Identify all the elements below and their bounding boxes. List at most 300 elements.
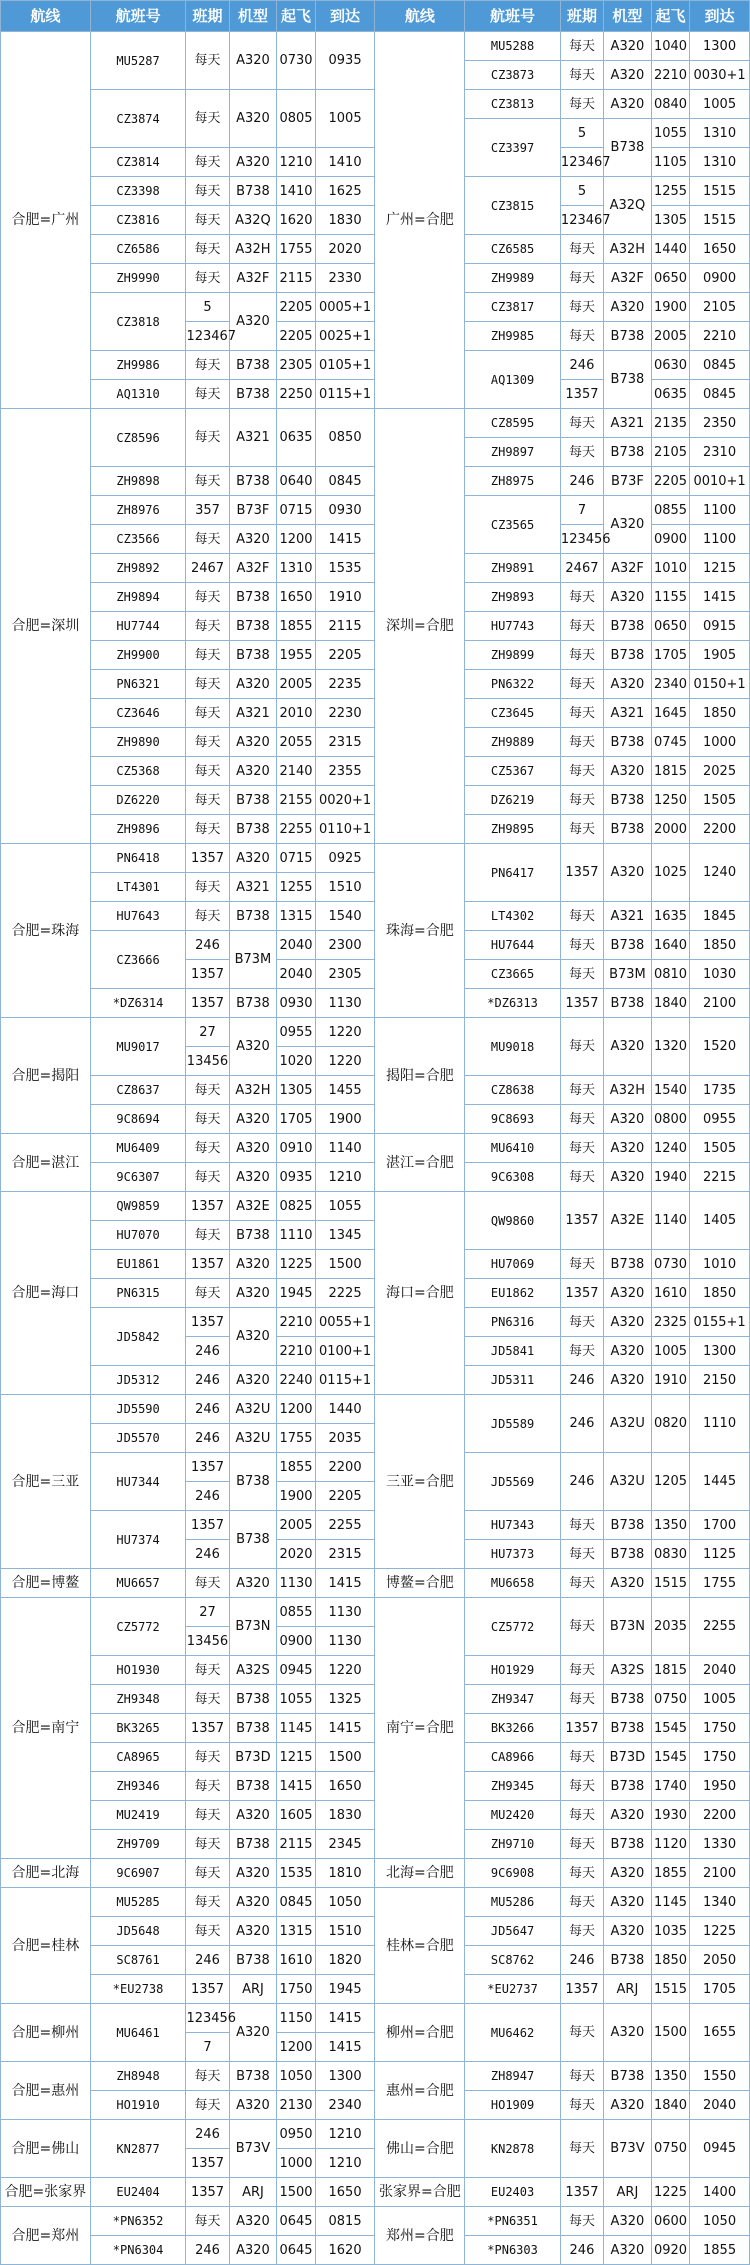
aircraft-type-left: A32U	[229, 1395, 277, 1424]
arrival-time-left: 2205	[315, 641, 375, 670]
departure-time-right: 1440	[651, 235, 689, 264]
departure-time-right: 1120	[651, 1830, 689, 1859]
days-left: 每天	[186, 351, 229, 380]
header-arr-right: 到达	[690, 1, 750, 32]
days-right: 每天	[560, 1569, 603, 1598]
table-row	[1, 1859, 750, 1888]
arrival-time-left: 2020	[315, 235, 375, 264]
flight-number-left: ZH9896	[90, 815, 186, 844]
flight-number-right: ZH8975	[465, 467, 561, 496]
arrival-time-right: 1655	[690, 2004, 750, 2062]
departure-time-left: 2020	[277, 1540, 315, 1569]
aircraft-type-left: A320	[229, 844, 277, 873]
arrival-time-right: 1030	[690, 960, 750, 989]
arrival-time-left: 1830	[315, 1801, 375, 1830]
aircraft-type-left: B73F	[229, 496, 277, 525]
arrival-time-right: 1005	[690, 1685, 750, 1714]
route-right: 惠州=合肥	[375, 2062, 465, 2120]
days-right: 每天	[560, 583, 603, 612]
days-right: 每天	[560, 32, 603, 61]
days-left: 123456	[186, 2004, 229, 2033]
arrival-time-left: 1055	[315, 1192, 375, 1221]
table-header	[1, 1, 750, 32]
departure-time-right: 1815	[651, 757, 689, 786]
arrival-time-right: 1100	[690, 525, 750, 554]
flight-number-right: ZH9899	[465, 641, 561, 670]
aircraft-type-left: ARJ	[229, 1975, 277, 2004]
departure-time-right: 1850	[651, 1946, 689, 1975]
flight-number-right: QW9860	[465, 1192, 561, 1250]
days-left: 每天	[186, 873, 229, 902]
arrival-time-right: 1905	[690, 641, 750, 670]
aircraft-type-left: B73V	[229, 2120, 277, 2178]
days-left: 27	[186, 1018, 229, 1047]
table-row	[1, 2120, 750, 2149]
days-right: 1357	[560, 1714, 603, 1743]
days-left: 123467	[186, 322, 229, 351]
header-type-right: 机型	[603, 1, 651, 32]
days-left: 每天	[186, 612, 229, 641]
days-left: 每天	[186, 1163, 229, 1192]
aircraft-type-left: A32E	[229, 1192, 277, 1221]
days-left: 每天	[186, 1801, 229, 1830]
departure-time-left: 1055	[277, 1685, 315, 1714]
days-left: 每天	[186, 1830, 229, 1859]
days-left: 每天	[186, 1656, 229, 1685]
flight-number-left: ZH9986	[90, 351, 186, 380]
departure-time-left: 1200	[277, 525, 315, 554]
arrival-time-right: 1750	[690, 1743, 750, 1772]
departure-time-left: 1750	[277, 1975, 315, 2004]
days-left: 每天	[186, 2062, 229, 2091]
departure-time-right: 0920	[651, 2236, 689, 2265]
days-left: 每天	[186, 148, 229, 177]
flight-number-right: PN6417	[465, 844, 561, 902]
flight-number-left: ZH9709	[90, 1830, 186, 1859]
departure-time-left: 0805	[277, 90, 315, 148]
flight-number-right: 9C6908	[465, 1859, 561, 1888]
days-right: 每天	[560, 2004, 603, 2062]
days-right: 每天	[560, 1076, 603, 1105]
flight-number-right: MU9018	[465, 1018, 561, 1076]
flight-number-left: CZ8596	[90, 409, 186, 467]
days-left: 246	[186, 2236, 229, 2265]
arrival-time-right: 1855	[690, 2236, 750, 2265]
aircraft-type-right: B73N	[603, 1598, 651, 1656]
flight-number-left: JD5648	[90, 1917, 186, 1946]
table-row	[1, 1192, 750, 1221]
days-right: 每天	[560, 931, 603, 960]
departure-time-right: 0750	[651, 2120, 689, 2178]
aircraft-type-right: A320	[603, 1888, 651, 1917]
departure-time-left: 2305	[277, 351, 315, 380]
days-right: 每天	[560, 1772, 603, 1801]
departure-time-left: 2005	[277, 1511, 315, 1540]
arrival-time-left: 1455	[315, 1076, 375, 1105]
aircraft-type-right: A32E	[603, 1192, 651, 1250]
arrival-time-right: 1125	[690, 1540, 750, 1569]
days-left: 1357	[186, 2149, 229, 2178]
arrival-time-left: 1130	[315, 989, 375, 1018]
arrival-time-left: 1410	[315, 148, 375, 177]
departure-time-left: 1020	[277, 1047, 315, 1076]
aircraft-type-right: A32U	[603, 1395, 651, 1453]
aircraft-type-right: B738	[603, 815, 651, 844]
flight-number-left: CZ3666	[90, 931, 186, 989]
departure-time-left: 1650	[277, 583, 315, 612]
flight-number-right: 9C6308	[465, 1163, 561, 1192]
aircraft-type-left: A32H	[229, 235, 277, 264]
aircraft-type-left: B738	[229, 1830, 277, 1859]
departure-time-left: 0715	[277, 496, 315, 525]
flight-number-left: CZ5368	[90, 757, 186, 786]
days-left: 246	[186, 1946, 229, 1975]
aircraft-type-right: B738	[603, 351, 651, 409]
flight-number-left: *DZ6314	[90, 989, 186, 1018]
arrival-time-left: 1415	[315, 1714, 375, 1743]
arrival-time-left: 1300	[315, 2062, 375, 2091]
flight-number-left: HU7344	[90, 1453, 186, 1511]
arrival-time-left: 1500	[315, 1250, 375, 1279]
header-route-left: 航线	[1, 1, 91, 32]
aircraft-type-left: A32Q	[229, 206, 277, 235]
flight-number-right: ZH9345	[465, 1772, 561, 1801]
flight-number-left: ZH9890	[90, 728, 186, 757]
arrival-time-right: 2100	[690, 989, 750, 1018]
days-right: 每天	[560, 1743, 603, 1772]
table-row	[1, 409, 750, 438]
days-right: 每天	[560, 902, 603, 931]
route-right: 柳州=合肥	[375, 2004, 465, 2062]
departure-time-right: 0750	[651, 1685, 689, 1714]
flight-number-left: MU6409	[90, 1134, 186, 1163]
flight-number-left: CZ6586	[90, 235, 186, 264]
aircraft-type-right: A320	[603, 1917, 651, 1946]
arrival-time-right: 2040	[690, 1656, 750, 1685]
arrival-time-right: 0955	[690, 1105, 750, 1134]
aircraft-type-left: B738	[229, 177, 277, 206]
departure-time-right: 2325	[651, 1308, 689, 1337]
arrival-time-right: 1700	[690, 1511, 750, 1540]
aircraft-type-left: A320	[229, 670, 277, 699]
arrival-time-right: 1300	[690, 1337, 750, 1366]
days-right: 每天	[560, 1801, 603, 1830]
aircraft-type-left: B73D	[229, 1743, 277, 1772]
flight-number-left: CA8965	[90, 1743, 186, 1772]
aircraft-type-left: B738	[229, 1714, 277, 1743]
aircraft-type-right: B738	[603, 1511, 651, 1540]
aircraft-type-right: B738	[603, 1830, 651, 1859]
departure-time-right: 2340	[651, 670, 689, 699]
aircraft-type-right: B738	[603, 989, 651, 1018]
route-left: 合肥=珠海	[1, 844, 91, 1018]
arrival-time-left: 1650	[315, 1772, 375, 1801]
departure-time-right: 1940	[651, 1163, 689, 1192]
days-right: 每天	[560, 2120, 603, 2178]
flight-number-right: BK3266	[465, 1714, 561, 1743]
departure-time-right: 1035	[651, 1917, 689, 1946]
flight-number-right: DZ6219	[465, 786, 561, 815]
aircraft-type-left: B738	[229, 902, 277, 931]
arrival-time-left: 1210	[315, 2120, 375, 2149]
table-row	[1, 1569, 750, 1598]
days-left: 1357	[186, 960, 229, 989]
aircraft-type-left: A32F	[229, 264, 277, 293]
flight-number-left: MU6461	[90, 2004, 186, 2062]
aircraft-type-left: B738	[229, 1221, 277, 1250]
arrival-time-right: 1400	[690, 2178, 750, 2207]
aircraft-type-right: A320	[603, 90, 651, 119]
days-left: 每天	[186, 786, 229, 815]
days-left: 1357	[186, 989, 229, 1018]
flight-number-left: CZ3566	[90, 525, 186, 554]
flight-number-left: JD5590	[90, 1395, 186, 1424]
flight-number-right: MU6462	[465, 2004, 561, 2062]
flight-number-right: JD5589	[465, 1395, 561, 1453]
aircraft-type-right: A320	[603, 1366, 651, 1395]
arrival-time-left: 0055+1	[315, 1308, 375, 1337]
arrival-time-right: 1550	[690, 2062, 750, 2091]
departure-time-left: 1415	[277, 1772, 315, 1801]
route-right: 海口=合肥	[375, 1192, 465, 1395]
days-right: 每天	[560, 235, 603, 264]
days-right: 123467	[560, 206, 603, 235]
days-right: 每天	[560, 438, 603, 467]
arrival-time-right: 2150	[690, 1366, 750, 1395]
days-right: 246	[560, 1395, 603, 1453]
arrival-time-right: 1445	[690, 1453, 750, 1511]
arrival-time-right: 2100	[690, 1859, 750, 1888]
flight-number-right: CZ3645	[465, 699, 561, 728]
route-right: 揭阳=合肥	[375, 1018, 465, 1134]
days-left: 每天	[186, 1772, 229, 1801]
aircraft-type-left: B738	[229, 1685, 277, 1714]
table-row	[1, 844, 750, 873]
days-right: 246	[560, 1366, 603, 1395]
days-left: 1357	[186, 1192, 229, 1221]
departure-time-left: 2115	[277, 1830, 315, 1859]
aircraft-type-right: A321	[603, 902, 651, 931]
flight-number-right: CA8966	[465, 1743, 561, 1772]
departure-time-right: 1240	[651, 1134, 689, 1163]
arrival-time-left: 1210	[315, 2149, 375, 2178]
route-left: 合肥=张家界	[1, 2178, 91, 2207]
aircraft-type-right: B738	[603, 728, 651, 757]
table-row	[1, 1395, 750, 1424]
flight-number-right: ZH9891	[465, 554, 561, 583]
flight-number-left: PN6418	[90, 844, 186, 873]
flight-number-left: *PN6304	[90, 2236, 186, 2265]
flight-number-right: JD5841	[465, 1337, 561, 1366]
flight-number-left: *EU2738	[90, 1975, 186, 2004]
arrival-time-right: 1100	[690, 496, 750, 525]
aircraft-type-left: A320	[229, 1279, 277, 1308]
route-left: 合肥=湛江	[1, 1134, 91, 1192]
departure-time-left: 0845	[277, 1888, 315, 1917]
departure-time-left: 2140	[277, 757, 315, 786]
aircraft-type-right: A320	[603, 496, 651, 554]
aircraft-type-right: A321	[603, 409, 651, 438]
arrival-time-right: 1330	[690, 1830, 750, 1859]
flight-number-left: JD5312	[90, 1366, 186, 1395]
flight-number-right: ZH9889	[465, 728, 561, 757]
arrival-time-right: 1735	[690, 1076, 750, 1105]
arrival-time-right: 2350	[690, 409, 750, 438]
route-left: 合肥=佛山	[1, 2120, 91, 2178]
arrival-time-right: 2025	[690, 757, 750, 786]
days-left: 246	[186, 931, 229, 960]
departure-time-right: 1545	[651, 1714, 689, 1743]
aircraft-type-right: B738	[603, 612, 651, 641]
aircraft-type-left: ARJ	[229, 2178, 277, 2207]
days-right: 每天	[560, 61, 603, 90]
table-row	[1, 2004, 750, 2033]
arrival-time-right: 1750	[690, 1714, 750, 1743]
days-left: 357	[186, 496, 229, 525]
flight-number-left: LT4301	[90, 873, 186, 902]
aircraft-type-left: A320	[229, 1917, 277, 1946]
departure-time-right: 1840	[651, 989, 689, 1018]
aircraft-type-right: A320	[603, 1279, 651, 1308]
aircraft-type-left: A32H	[229, 1076, 277, 1105]
table-row	[1, 2062, 750, 2091]
aircraft-type-left: B738	[229, 2062, 277, 2091]
flight-number-right: JD5647	[465, 1917, 561, 1946]
flight-number-right: AQ1309	[465, 351, 561, 409]
route-left: 合肥=惠州	[1, 2062, 91, 2120]
departure-time-left: 1050	[277, 2062, 315, 2091]
aircraft-type-right: B738	[603, 2062, 651, 2091]
aircraft-type-right: B738	[603, 1685, 651, 1714]
days-left: 1357	[186, 1308, 229, 1337]
flight-number-left: HO1910	[90, 2091, 186, 2120]
aircraft-type-right: B738	[603, 1250, 651, 1279]
arrival-time-left: 1130	[315, 1627, 375, 1656]
days-left: 13456	[186, 1627, 229, 1656]
flight-number-left: CZ3818	[90, 293, 186, 351]
arrival-time-right: 1050	[690, 2207, 750, 2236]
flight-number-left: QW9859	[90, 1192, 186, 1221]
aircraft-type-right: B738	[603, 119, 651, 177]
header-days-left: 班期	[186, 1, 229, 32]
departure-time-left: 1500	[277, 2178, 315, 2207]
aircraft-type-right: B73F	[603, 467, 651, 496]
days-left: 每天	[186, 206, 229, 235]
departure-time-right: 1205	[651, 1453, 689, 1511]
flight-number-left: *PN6352	[90, 2207, 186, 2236]
flight-number-left: JD5570	[90, 1424, 186, 1453]
days-left: 246	[186, 1482, 229, 1511]
departure-time-right: 1140	[651, 1192, 689, 1250]
departure-time-right: 1705	[651, 641, 689, 670]
route-right: 三亚=合肥	[375, 1395, 465, 1569]
departure-time-right: 0820	[651, 1395, 689, 1453]
aircraft-type-left: A320	[229, 90, 277, 148]
departure-time-right: 1010	[651, 554, 689, 583]
days-left: 每天	[186, 235, 229, 264]
route-right: 张家界=合肥	[375, 2178, 465, 2207]
departure-time-left: 0950	[277, 2120, 315, 2149]
flight-number-right: MU5286	[465, 1888, 561, 1917]
header-days-right: 班期	[560, 1, 603, 32]
table-row	[1, 1018, 750, 1047]
flight-number-left: PN6315	[90, 1279, 186, 1308]
days-right: 每天	[560, 1685, 603, 1714]
route-right: 佛山=合肥	[375, 2120, 465, 2178]
days-right: 每天	[560, 670, 603, 699]
arrival-time-right: 2200	[690, 815, 750, 844]
flight-number-right: CZ3665	[465, 960, 561, 989]
flight-number-left: HU7643	[90, 902, 186, 931]
flight-number-right: MU6658	[465, 1569, 561, 1598]
departure-time-left: 2210	[277, 1337, 315, 1366]
arrival-time-left: 2230	[315, 699, 375, 728]
arrival-time-left: 1220	[315, 1018, 375, 1047]
arrival-time-right: 0845	[690, 380, 750, 409]
table-row	[1, 1598, 750, 1627]
flight-number-left: ZH9892	[90, 554, 186, 583]
departure-time-right: 1250	[651, 786, 689, 815]
days-left: 每天	[186, 902, 229, 931]
flight-number-right: JD5569	[465, 1453, 561, 1511]
aircraft-type-right: A320	[603, 1337, 651, 1366]
arrival-time-left: 1900	[315, 1105, 375, 1134]
aircraft-type-left: A320	[229, 1308, 277, 1366]
arrival-time-left: 0115+1	[315, 1366, 375, 1395]
flight-number-left: AQ1310	[90, 380, 186, 409]
flight-number-left: CZ5772	[90, 1598, 186, 1656]
arrival-time-right: 0150+1	[690, 670, 750, 699]
arrival-time-left: 1540	[315, 902, 375, 931]
departure-time-right: 1740	[651, 1772, 689, 1801]
arrival-time-right: 1650	[690, 235, 750, 264]
aircraft-type-left: A321	[229, 409, 277, 467]
days-left: 每天	[186, 1076, 229, 1105]
days-right: 每天	[560, 2062, 603, 2091]
days-right: 1357	[560, 989, 603, 1018]
arrival-time-left: 1130	[315, 1598, 375, 1627]
arrival-time-right: 1300	[690, 32, 750, 61]
arrival-time-left: 0005+1	[315, 293, 375, 322]
aircraft-type-left: B738	[229, 612, 277, 641]
flight-number-left: ZH8948	[90, 2062, 186, 2091]
route-right: 广州=合肥	[375, 32, 465, 409]
table-row	[1, 1134, 750, 1163]
arrival-time-left: 2345	[315, 1830, 375, 1859]
aircraft-type-left: A320	[229, 32, 277, 90]
flight-number-left: ZH8976	[90, 496, 186, 525]
departure-time-right: 1320	[651, 1018, 689, 1076]
days-right: 每天	[560, 699, 603, 728]
departure-time-left: 1610	[277, 1946, 315, 1975]
flight-number-left: ZH9990	[90, 264, 186, 293]
route-right: 深圳=合肥	[375, 409, 465, 844]
flight-number-right: *DZ6313	[465, 989, 561, 1018]
departure-time-left: 0715	[277, 844, 315, 873]
departure-time-right: 1540	[651, 1076, 689, 1105]
days-right: 每天	[560, 322, 603, 351]
days-left: 13456	[186, 1047, 229, 1076]
days-right: 每天	[560, 960, 603, 989]
departure-time-right: 1900	[651, 293, 689, 322]
flight-number-right: HU7644	[465, 931, 561, 960]
departure-time-left: 0855	[277, 1598, 315, 1627]
aircraft-type-right: A320	[603, 670, 651, 699]
aircraft-type-right: A320	[603, 583, 651, 612]
departure-time-right: 1025	[651, 844, 689, 902]
arrival-time-left: 0020+1	[315, 786, 375, 815]
departure-time-left: 0910	[277, 1134, 315, 1163]
